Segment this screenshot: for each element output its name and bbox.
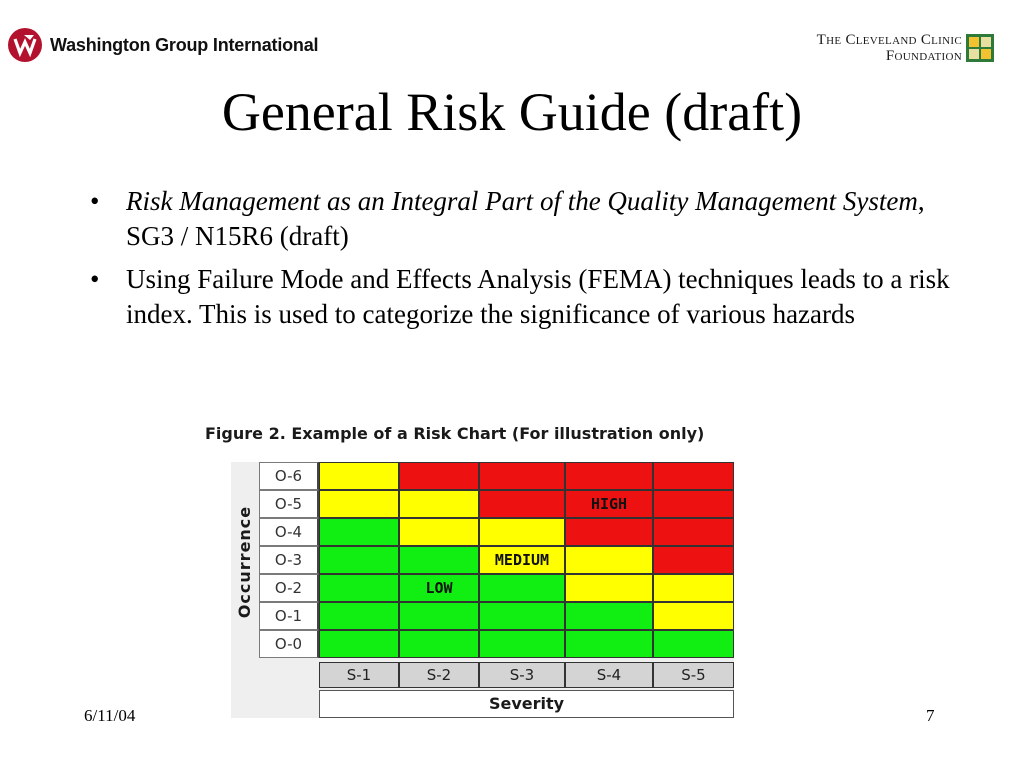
bullet-symbol: • bbox=[90, 264, 100, 294]
risk-cell bbox=[479, 602, 565, 630]
risk-cell bbox=[653, 602, 734, 630]
severity-row bbox=[319, 662, 734, 688]
risk-cell bbox=[565, 602, 653, 630]
occurrence-level-label: O-5 bbox=[259, 490, 319, 518]
occurrence-row bbox=[259, 490, 734, 518]
severity-level-label: S-3 bbox=[479, 662, 565, 688]
occurrence-row bbox=[259, 602, 734, 630]
severity-level-label: S-5 bbox=[653, 662, 734, 688]
ccf-logo-line1: The Cleveland Clinic bbox=[816, 32, 962, 48]
risk-cell bbox=[319, 518, 399, 546]
risk-cell bbox=[565, 630, 653, 658]
risk-cell bbox=[479, 490, 565, 518]
risk-cell bbox=[399, 490, 479, 518]
bullet-item bbox=[90, 184, 960, 254]
occurrence-level-label: O-0 bbox=[259, 630, 319, 658]
occurrence-row bbox=[259, 462, 734, 490]
ccf-logo-text bbox=[817, 32, 962, 64]
risk-cell bbox=[399, 462, 479, 490]
occurrence-row bbox=[259, 518, 734, 546]
risk-cell bbox=[653, 462, 734, 490]
risk-cell bbox=[653, 630, 734, 658]
bullet-symbol: • bbox=[90, 186, 100, 216]
occurrence-level-label: O-1 bbox=[259, 602, 319, 630]
risk-cell bbox=[319, 490, 399, 518]
risk-cell bbox=[399, 518, 479, 546]
severity-level-label: S-1 bbox=[319, 662, 399, 688]
x-axis-label: Severity bbox=[319, 690, 734, 718]
bullet-list bbox=[90, 184, 960, 340]
risk-cell bbox=[319, 630, 399, 658]
cleveland-clinic-logo bbox=[817, 32, 994, 64]
risk-cell bbox=[653, 518, 734, 546]
risk-cell bbox=[319, 574, 399, 602]
y-axis-label: Occurrence bbox=[235, 505, 254, 619]
wgi-logo-text: Washington Group International bbox=[50, 34, 319, 55]
footer-date: 6/11/04 bbox=[84, 706, 136, 725]
risk-cell bbox=[319, 462, 399, 490]
occurrence-row bbox=[259, 546, 734, 574]
risk-chart bbox=[231, 462, 734, 718]
risk-cell bbox=[565, 546, 653, 574]
occurrence-level-label: O-3 bbox=[259, 546, 319, 574]
risk-cell: HIGH bbox=[565, 490, 653, 518]
occurrence-level-label: O-6 bbox=[259, 462, 319, 490]
risk-cell bbox=[565, 518, 653, 546]
bullet1-rest-text: , SG3 / N15R6 (draft) bbox=[126, 186, 925, 251]
ccf-emblem-icon bbox=[966, 34, 994, 62]
occurrence-level-label: O-2 bbox=[259, 574, 319, 602]
risk-cell bbox=[479, 630, 565, 658]
occurrence-row bbox=[259, 574, 734, 602]
risk-cell: LOW bbox=[399, 574, 479, 602]
page-number: 7 bbox=[926, 706, 935, 725]
risk-cell bbox=[399, 602, 479, 630]
occurrence-row bbox=[259, 630, 734, 658]
risk-cell bbox=[653, 546, 734, 574]
bullet1-italic-text: Risk Management as an Integral Part of the Quality Management System bbox=[126, 186, 918, 216]
risk-cell bbox=[653, 574, 734, 602]
wgi-emblem-icon bbox=[8, 28, 42, 62]
risk-cell bbox=[319, 602, 399, 630]
severity-level-label: S-2 bbox=[399, 662, 479, 688]
bullet2-text: Using Failure Mode and Effects Analysis (FEMA) techniques leads to a risk index. This is used to categorize the significance of various hazards bbox=[126, 264, 950, 329]
risk-cell bbox=[399, 630, 479, 658]
bullet-item bbox=[90, 262, 960, 332]
ccf-logo-line2: Foundation bbox=[885, 48, 962, 64]
risk-cell bbox=[479, 462, 565, 490]
washington-group-logo bbox=[8, 28, 318, 62]
risk-cell bbox=[399, 546, 479, 574]
risk-cell bbox=[319, 546, 399, 574]
figure-caption: Figure 2. Example of a Risk Chart (For illustration only) bbox=[205, 424, 705, 443]
occurrence-level-label: O-4 bbox=[259, 518, 319, 546]
risk-cell bbox=[565, 462, 653, 490]
severity-level-label: S-4 bbox=[565, 662, 653, 688]
risk-cell bbox=[653, 490, 734, 518]
risk-cell bbox=[479, 518, 565, 546]
slide-title: General Risk Guide (draft) bbox=[221, 82, 803, 142]
risk-cell: MEDIUM bbox=[479, 546, 565, 574]
risk-cell bbox=[479, 574, 565, 602]
y-axis-label-box bbox=[231, 462, 259, 662]
risk-grid bbox=[259, 462, 734, 658]
risk-cell bbox=[565, 574, 653, 602]
